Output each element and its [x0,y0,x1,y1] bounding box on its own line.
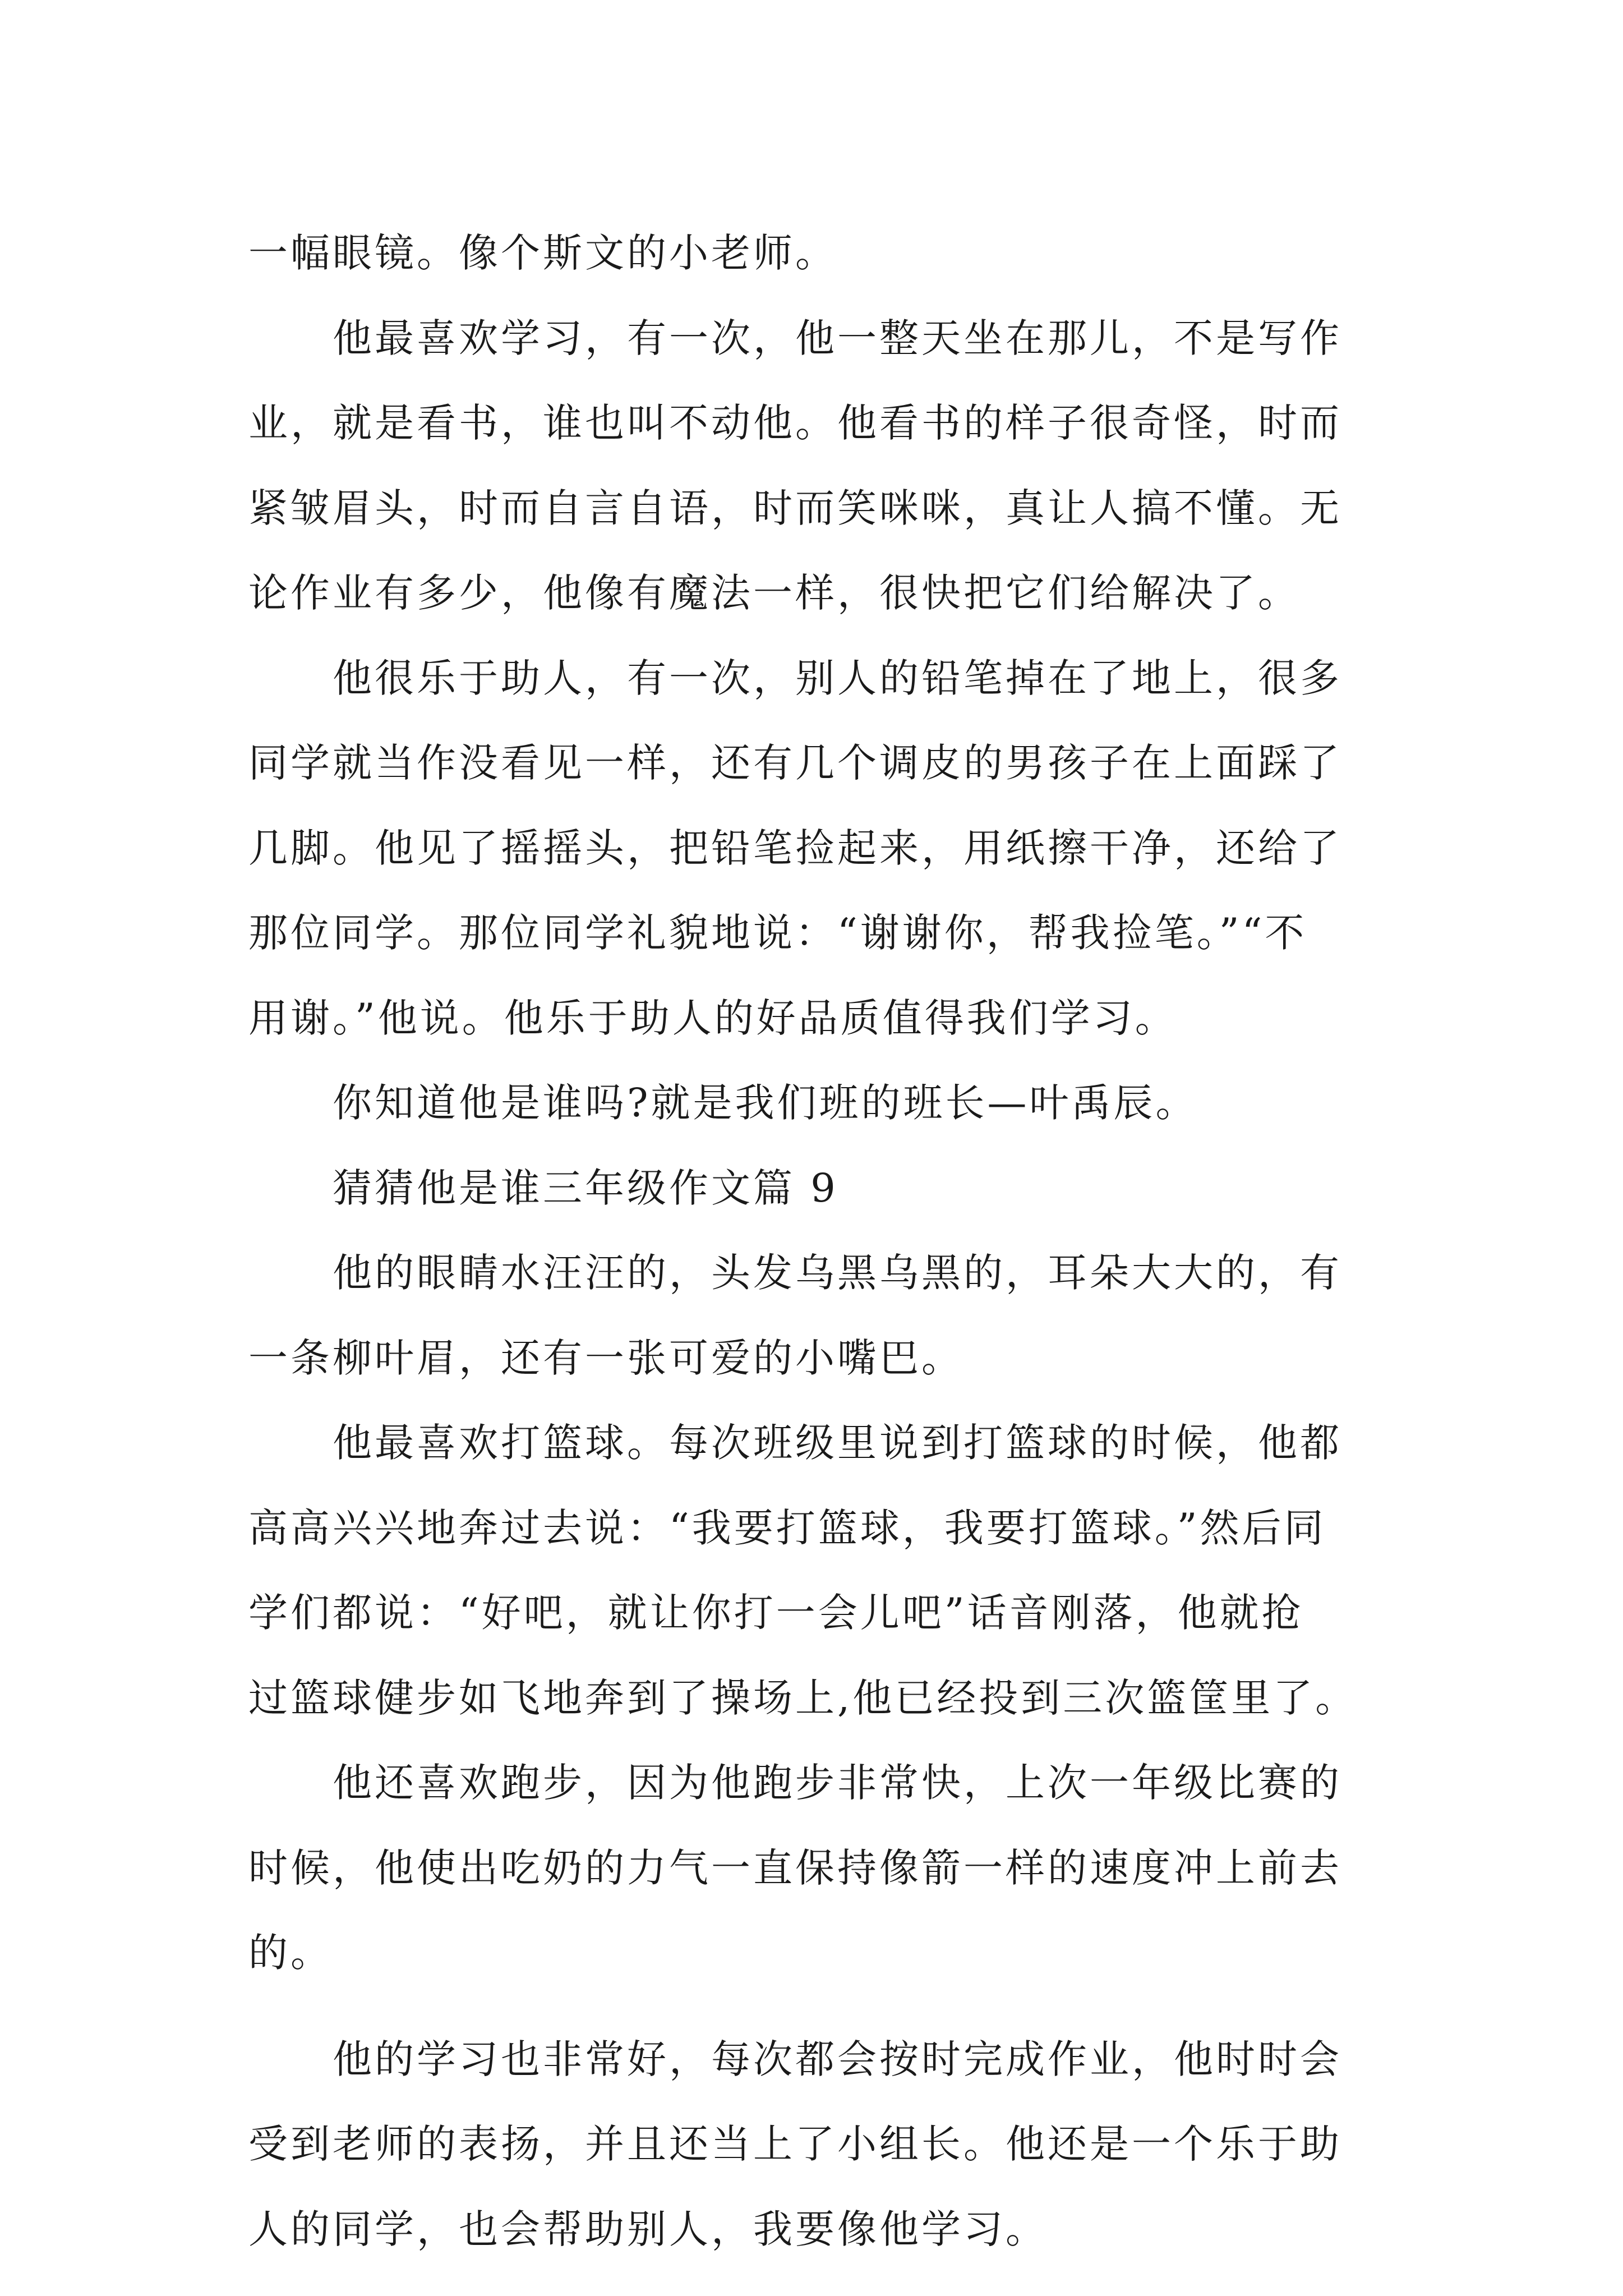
text-line: 同学就当作没看见一样，还有几个调皮的男孩子在上面踩了 [248,740,1342,786]
section-heading: 猜猜他是谁三年级作文篇 9 [333,1165,838,1211]
text-line: 用谢。”他说。他乐于助人的好品质值得我们学习。 [248,995,1177,1041]
text-line: 的。 [248,1930,333,1976]
text-line: 论作业有多少，他像有魔法一样，很快把它们给解决了。 [248,570,1300,616]
paragraph-start-line: 他最喜欢学习，有一次，他一整天坐在那儿，不是写作 [333,315,1342,361]
text-line: 一幅眼镜。像个斯文的小老师。 [248,230,837,276]
paragraph-start-line: 他很乐于助人，有一次，别人的铅笔掉在了地上，很多 [333,655,1342,701]
text-line: 高高兴兴地奔过去说：“我要打篮球，我要打篮球。”然后同 [248,1504,1326,1551]
text-line: 过篮球健步如飞地奔到了操场上,他已经投到三次篮筐里了。 [248,1674,1358,1721]
article-body [248,211,1388,2272]
text-line: 业，就是看书，谁也叫不动他。他看书的样子很奇怪，时而 [248,400,1342,446]
text-line: 那位同学。那位同学礼貌地说：“谢谢你，帮我捡笔。”“不 [248,910,1307,956]
text-line: 几脚。他见了摇摇头，把铅笔捡起来，用纸擦干净，还给了 [248,825,1342,871]
paragraph-start-line: 他的学习也非常好，每次都会按时完成作业，他时时会 [333,2036,1342,2082]
text-line: 学们都说：“好吧，就让你打一会儿吧”话音刚落，他就抢 [248,1590,1304,1636]
text-line: 人的同学，也会帮助别人，我要像他学习。 [248,2206,1048,2252]
paragraph-start-line: 他最喜欢打篮球。每次班级里说到打篮球的时候，他都 [333,1420,1342,1466]
paragraph-start-line: 他还喜欢跑步，因为他跑步非常快，上次一年级比赛的 [333,1760,1342,1806]
paragraph-start-line: 你知道他是谁吗?就是我们班的班长—叶禹辰。 [333,1080,1198,1126]
text-line: 一条柳叶眉，还有一张可爱的小嘴巴。 [248,1335,963,1381]
text-line: 受到老师的表扬，并且还当上了小组长。他还是一个乐于助 [248,2121,1342,2167]
text-line: 紧皱眉头，时而自言自语，时而笑咪咪，真让人搞不懂。无 [248,485,1342,531]
text-line: 时候，他使出吃奶的力气一直保持像箭一样的速度冲上前去 [248,1844,1342,1891]
paragraph-start-line: 他的眼睛水汪汪的，头发乌黑乌黑的，耳朵大大的，有 [333,1250,1342,1296]
